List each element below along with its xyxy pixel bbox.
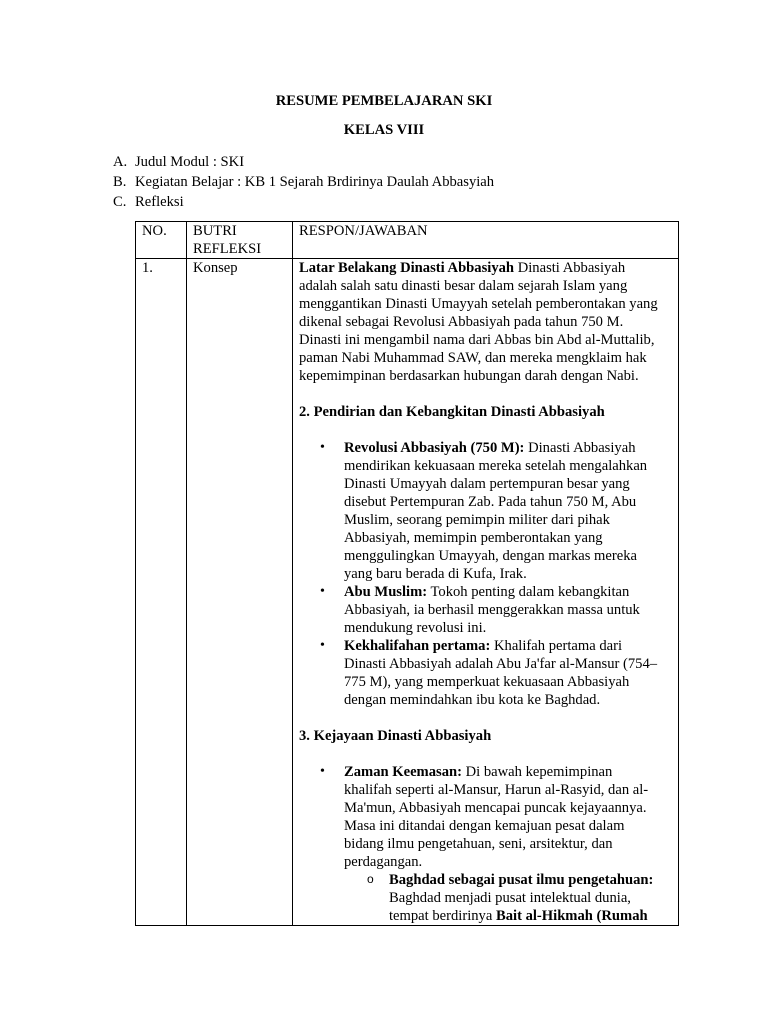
header-aspect: BUTRI REFLEKSI — [187, 222, 293, 259]
meta-marker: A. — [113, 154, 128, 170]
item-text: Tokoh penting dalam kebangkitan Abbasiyah, ia berhasil menggerakkan massa untuk mendukung revolusi ini. — [344, 584, 640, 636]
sub-item-heading: Baghdad sebagai pusat ilmu pengetahuan: — [389, 872, 654, 888]
document-subtitle: KELAS VIII — [343, 122, 425, 138]
table-header-row — [136, 222, 679, 259]
intro-text: Dinasti Abbasiyah adalah salah satu dinasti besar dalam sejarah Islam yang menggantikan Dinasti Umayyah setelah pemberontakan yang dikenal sebagai Revolusi Abbasiyah pada tahun 750 M. Dinasti ini mengambil nama dari Abbas bin Abd al-Muttalib, paman Nabi Muhammad SAW, dan mereka mengklaim hak kepemimpinan berdasarkan hubungan darah dengan Nabi. — [299, 260, 658, 384]
bullet-icon: • — [320, 638, 325, 653]
item-text: Dinasti Abbasiyah mendirikan kekuasaan mereka setelah mengalahkan Dinasti Umayyah dalam pertempuran besar yang disebut Pertempuran Zab. Pada tahun 750 M, Abu Muslim, seorang pemimpin militer dari pihak Abbasiyah, memimpin pemberontakan yang menggulingkan Umayyah, dengan markas mereka yang baru berada di Kufa, Irak. — [344, 440, 648, 582]
sub-item-text: Baghdad menjadi pusat intelektual dunia, tempat berdirinya — [389, 890, 631, 924]
reflection-table — [135, 221, 679, 926]
meta-list — [113, 152, 494, 212]
header-response: RESPON/JAWABAN — [293, 222, 679, 259]
bullet-icon: • — [320, 584, 325, 599]
meta-item — [113, 172, 494, 192]
intro-heading: Latar Belakang Dinasti Abbasiyah — [299, 260, 515, 276]
cell-response — [293, 259, 679, 926]
bullet-list — [299, 763, 662, 925]
meta-item — [113, 152, 494, 172]
bullet-icon: • — [320, 764, 325, 779]
sub-item-heading-2: Bait al-Hikmah (Rumah — [495, 908, 648, 924]
bullet-icon: • — [320, 440, 325, 455]
item-heading: Zaman Keemasan: — [344, 764, 462, 780]
list-item — [320, 637, 662, 709]
meta-text: Kegiatan Belajar : KB 1 Sejarah Brdirinya Daulah Abbasyiah — [135, 174, 495, 190]
list-item — [320, 763, 662, 925]
sub-list-item — [367, 871, 662, 925]
intro-paragraph — [299, 259, 662, 385]
cell-aspect: Konsep — [187, 259, 293, 926]
meta-text: Refleksi — [135, 194, 184, 210]
bullet-list — [299, 439, 662, 709]
meta-item — [113, 192, 494, 212]
list-item — [320, 583, 662, 637]
item-heading: Kekhalifahan pertama: — [344, 638, 491, 654]
header-no: NO. — [136, 222, 187, 259]
meta-marker: C. — [113, 194, 127, 210]
section-heading: 3. Kejayaan Dinasti Abbasiyah — [299, 728, 492, 744]
item-text: Di bawah kepemimpinan khalifah seperti al-Mansur, Harun al-Rasyid, dan al-Ma'mun, Abbasiyah mencapai puncak kejayaannya. Masa ini ditandai dengan kemajuan pesat dalam bidang ilmu pengetahuan, seni, arsitektur, dan perdagangan. — [344, 764, 649, 870]
sub-list — [344, 871, 662, 925]
item-text: Khalifah pertama dari Dinasti Abbasiyah adalah Abu Ja'far al-Mansur (754–775 M), yang memperkuat kekuasaan Abbasiyah dengan memindahkan ibu kota ke Baghdad. — [344, 638, 658, 708]
list-item — [320, 439, 662, 583]
meta-marker: B. — [113, 174, 127, 190]
cell-no: 1. — [136, 259, 187, 926]
section-heading: 2. Pendirian dan Kebangkitan Dinasti Abbasiyah — [299, 404, 605, 420]
document-title: RESUME PEMBELAJARAN SKI — [275, 93, 493, 109]
item-heading: Abu Muslim: — [344, 584, 428, 600]
table-row — [136, 259, 679, 926]
item-heading: Revolusi Abbasiyah (750 M): — [344, 440, 525, 456]
circle-bullet-icon: o — [367, 872, 374, 886]
meta-text: Judul Modul : SKI — [135, 154, 245, 170]
